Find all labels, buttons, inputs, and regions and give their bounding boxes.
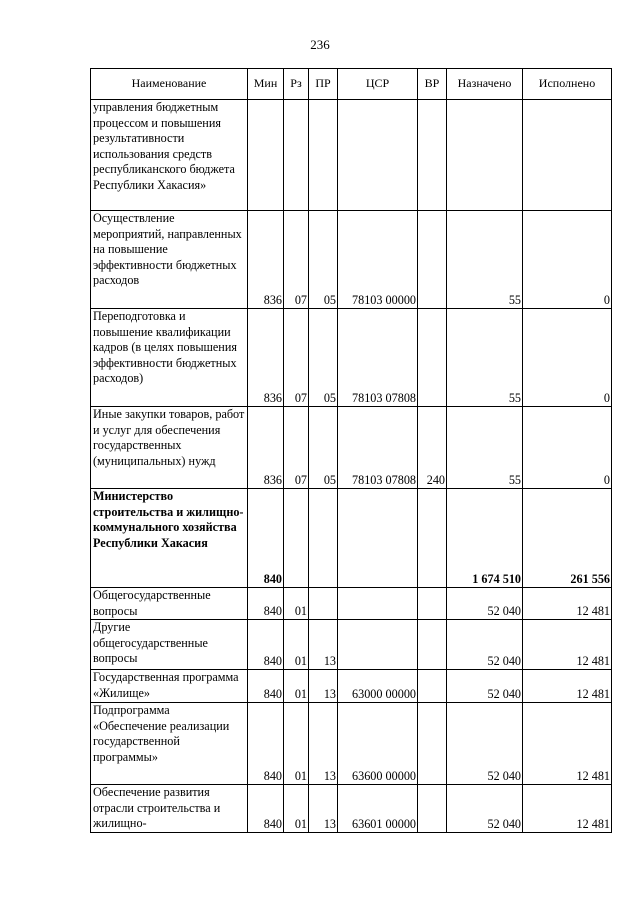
cell-rz: 07 <box>284 407 309 489</box>
table-body <box>91 100 612 833</box>
cell-vr: 240 <box>418 407 447 489</box>
table-row <box>91 670 612 703</box>
cell-assigned: 1 674 510 <box>447 489 523 588</box>
cell-pr <box>309 489 338 588</box>
cell-min: 840 <box>248 620 284 670</box>
cell-rz: 01 <box>284 588 309 620</box>
table-header-row <box>91 69 612 100</box>
cell-executed: 12 481 <box>523 670 612 703</box>
cell-executed <box>523 100 612 211</box>
cell-min: 836 <box>248 407 284 489</box>
page-number: 236 <box>310 37 330 52</box>
header-min: Мин <box>248 69 284 100</box>
table-row <box>91 620 612 670</box>
cell-vr <box>418 211 447 309</box>
cell-name: Министерство строительства и жилищно-коммунального хозяйства Республики Хакасия <box>91 489 248 588</box>
cell-csr <box>338 588 418 620</box>
cell-rz: 07 <box>284 309 309 407</box>
cell-rz: 07 <box>284 211 309 309</box>
cell-executed: 12 481 <box>523 620 612 670</box>
cell-csr: 63601 00000 <box>338 785 418 833</box>
cell-assigned: 52 040 <box>447 785 523 833</box>
cell-rz: 01 <box>284 620 309 670</box>
cell-vr <box>418 670 447 703</box>
table-row <box>91 785 612 833</box>
cell-min: 840 <box>248 489 284 588</box>
header-assigned: Назначено <box>447 69 523 100</box>
cell-executed: 12 481 <box>523 703 612 785</box>
cell-assigned: 52 040 <box>447 670 523 703</box>
cell-rz: 01 <box>284 703 309 785</box>
cell-name: Иные закупки товаров, работ и услуг для обеспечения государственных (муниципальных) нужд <box>91 407 248 489</box>
cell-name: Обеспечение развития отрасли строительства и жилищно- <box>91 785 248 833</box>
cell-executed: 0 <box>523 211 612 309</box>
table-row <box>91 703 612 785</box>
cell-pr: 05 <box>309 309 338 407</box>
cell-csr: 78103 07808 <box>338 309 418 407</box>
cell-assigned <box>447 100 523 211</box>
cell-name: Подпрограмма «Обеспечение реализации государственной программы» <box>91 703 248 785</box>
cell-pr: 13 <box>309 785 338 833</box>
cell-min: 840 <box>248 703 284 785</box>
table-row <box>91 100 612 211</box>
cell-name: Переподготовка и повышение квалификации кадров (в целях повышения эффективности бюджетных расходов) <box>91 309 248 407</box>
cell-csr <box>338 620 418 670</box>
cell-min: 836 <box>248 309 284 407</box>
cell-min: 840 <box>248 670 284 703</box>
cell-vr <box>418 785 447 833</box>
cell-assigned: 55 <box>447 309 523 407</box>
table-row <box>91 211 612 309</box>
header-rz: Рз <box>284 69 309 100</box>
header-vr: ВР <box>418 69 447 100</box>
header-executed: Исполнено <box>523 69 612 100</box>
table-row <box>91 309 612 407</box>
cell-vr <box>418 489 447 588</box>
cell-vr <box>418 100 447 211</box>
cell-assigned: 52 040 <box>447 620 523 670</box>
cell-assigned: 55 <box>447 407 523 489</box>
cell-pr <box>309 588 338 620</box>
cell-csr: 63600 00000 <box>338 703 418 785</box>
cell-executed: 12 481 <box>523 588 612 620</box>
cell-csr: 78103 07808 <box>338 407 418 489</box>
cell-assigned: 55 <box>447 211 523 309</box>
cell-min: 840 <box>248 785 284 833</box>
cell-vr <box>418 703 447 785</box>
cell-pr: 13 <box>309 670 338 703</box>
cell-pr: 13 <box>309 620 338 670</box>
cell-rz <box>284 489 309 588</box>
cell-name: Другие общегосударственные вопросы <box>91 620 248 670</box>
cell-min: 836 <box>248 211 284 309</box>
cell-rz: 01 <box>284 785 309 833</box>
cell-pr: 05 <box>309 407 338 489</box>
cell-vr <box>418 588 447 620</box>
cell-vr <box>418 620 447 670</box>
cell-executed: 261 556 <box>523 489 612 588</box>
cell-pr: 13 <box>309 703 338 785</box>
table-row <box>91 588 612 620</box>
header-name: Наименование <box>91 69 248 100</box>
cell-name: управления бюджетным процессом и повышения результативности использования средств республиканского бюджета Республики Хакасия» <box>91 100 248 211</box>
cell-csr: 78103 00000 <box>338 211 418 309</box>
cell-assigned: 52 040 <box>447 588 523 620</box>
cell-csr <box>338 489 418 588</box>
budget-table <box>90 68 612 833</box>
cell-csr: 63000 00000 <box>338 670 418 703</box>
table-row <box>91 489 612 588</box>
cell-executed: 0 <box>523 407 612 489</box>
cell-name: Общегосударственные вопросы <box>91 588 248 620</box>
cell-min: 840 <box>248 588 284 620</box>
cell-rz: 01 <box>284 670 309 703</box>
cell-vr <box>418 309 447 407</box>
cell-csr <box>338 100 418 211</box>
cell-pr: 05 <box>309 211 338 309</box>
cell-assigned: 52 040 <box>447 703 523 785</box>
header-csr: ЦСР <box>338 69 418 100</box>
cell-rz <box>284 100 309 211</box>
header-pr: ПР <box>309 69 338 100</box>
cell-min <box>248 100 284 211</box>
cell-name: Осуществление мероприятий, направленных на повышение эффективности бюджетных расходов <box>91 211 248 309</box>
cell-pr <box>309 100 338 211</box>
cell-executed: 12 481 <box>523 785 612 833</box>
cell-executed: 0 <box>523 309 612 407</box>
table-row <box>91 407 612 489</box>
cell-name: Государственная программа «Жилище» <box>91 670 248 703</box>
